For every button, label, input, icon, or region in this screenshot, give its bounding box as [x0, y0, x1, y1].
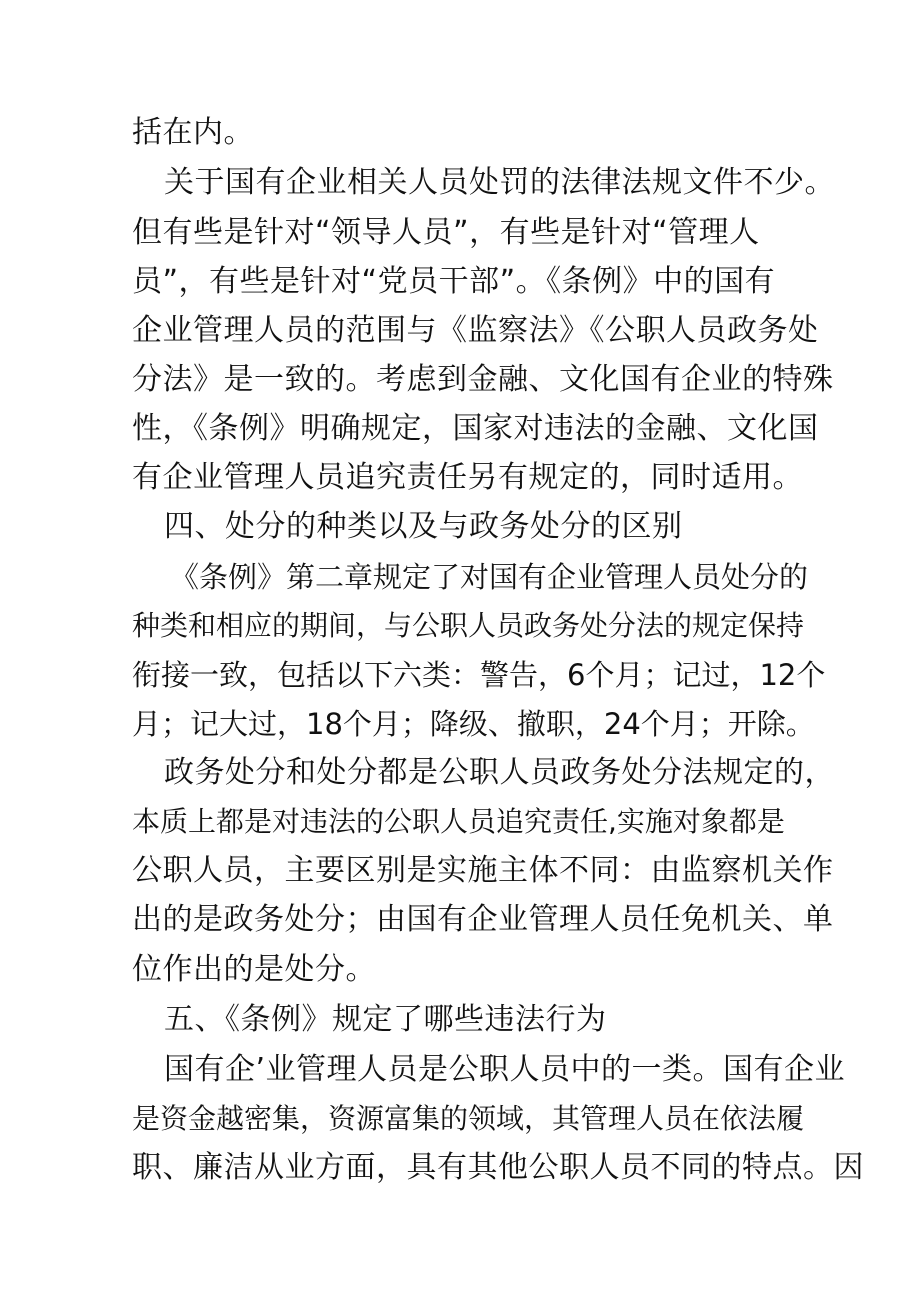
text-line: 有企业管理人员追究责任另有规定的，同时适用。 — [132, 460, 803, 495]
text-line: 是资金越密集，资源富集的领域，其管理人员在依法履 — [132, 1102, 805, 1135]
text-line: 公职人员，主要区别是实施主体不同：由监察机关作 — [132, 853, 834, 888]
text-line: 月；记大过，18个月；降级、撤职，24个月；开除。 — [132, 707, 815, 741]
text-line: 出的是政务处分；由国有企业管理人员任免机关、单 — [132, 902, 834, 937]
text-line: 种类和相应的期间，与公职人员政务处分法的规定保持 — [132, 609, 805, 642]
text-line: 但有些是针对“领导人员”，有些是针对“管理人 — [132, 215, 760, 250]
text-line: 关于国有企业相关人员处罚的法律法规文件不少。 — [164, 165, 835, 200]
text-line: 国有企’业管理人员是公职人员中的一类。国有企业 — [164, 1052, 846, 1087]
text-line: 政务处分和处分都是公职人员政务处分法规定的， — [164, 755, 835, 790]
text-line: 衔接一致，包括以下六类：警告，6个月；记过，12个 — [132, 658, 826, 692]
text-line: 括在内。 — [132, 115, 254, 150]
text-line: 本质上都是对违法的公职人员追究责任,实施对象都是 — [132, 805, 785, 838]
section-heading: 五、《条例》规定了哪些违法行为 — [164, 1002, 607, 1037]
text-line: 员”，有些是针对“党员干部”。《条例》中的国有 — [132, 264, 776, 299]
text-line: 职、廉洁从业方面，具有其他公职人员不同的特点。因 — [132, 1150, 864, 1185]
text-line: 分法》是一致的。考虑到金融、文化国有企业的特殊 — [132, 362, 834, 397]
section-heading: 四、处分的种类以及与政务处分的区别 — [164, 509, 683, 544]
text-line: 性，《条例》明确规定，国家对违法的金融、文化国 — [132, 411, 819, 446]
text-line: 企业管理人员的范围与《监察法》《公职人员政务处 — [132, 313, 819, 348]
text-line: 位作出的是处分。 — [132, 952, 376, 987]
text-line: 《条例》第二章规定了对国有企业管理人员处分的 — [170, 560, 809, 594]
